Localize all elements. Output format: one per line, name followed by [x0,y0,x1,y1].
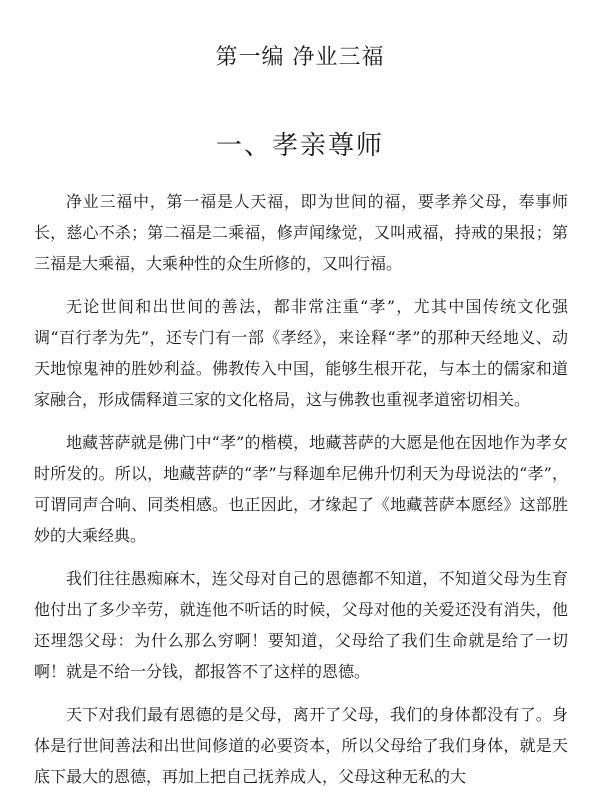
paragraph: 天下对我们最有恩德的是父母，离开了父母，我们的身体都没有了。身体是行世间善法和出世间修道的必要资本，所以父母给了我们身体，就是天底下最大的恩德，再加上把自己抚养成人，父母这种无私的大 [34,705,568,786]
chapter-title: 一、孝亲尊师 [215,131,384,161]
paragraph: 地藏菩萨就是佛门中“孝”的楷模，地藏菩萨的大愿是他在因地作为孝女时所发的。所以，地藏菩萨的“孝”与释迦牟尼佛升忉利天为母说法的“孝”，可谓同声合响、同类相感。也正因此，才缘起了《地藏菩萨本愿经》这部胜妙的大乘经典。 [34,433,568,545]
part-title: 第一编 净业三福 [215,45,385,70]
paragraph: 我们往往愚痴麻木，连父母对自己的恩德都不知道，不知道父母为生育他付出了多少辛劳，就连他不听话的时候，父母对他的关爱还没有消失，他还埋怨父母：为什么那么穷啊！要知道，父母给了我们生命就是给了一切啊！就是不给一分钱，都报答不了这样的恩德。 [34,569,568,681]
body-text [34,186,568,800]
paragraph: 净业三福中，第一福是人天福，即为世间的福，要孝养父母，奉事师长，慈心不杀；第二福是二乘福，修声闻缘觉，又叫戒福，持戒的果报；第三福是大乘福，大乘种性的众生所修的，又叫行福。 [34,192,568,273]
paragraph: 无论世间和出世间的善法，都非常注重“孝”，尤其中国传统文化强调“百行孝为先”，还专门有一部《孝经》，来诠释“孝”的那种天经地义、动天地惊鬼神的胜妙利益。佛教传入中国，能够生根开花，与本土的儒家和道家融合，形成儒释道三家的文化格局，这与佛教也重视孝道密切相关。 [34,297,568,409]
